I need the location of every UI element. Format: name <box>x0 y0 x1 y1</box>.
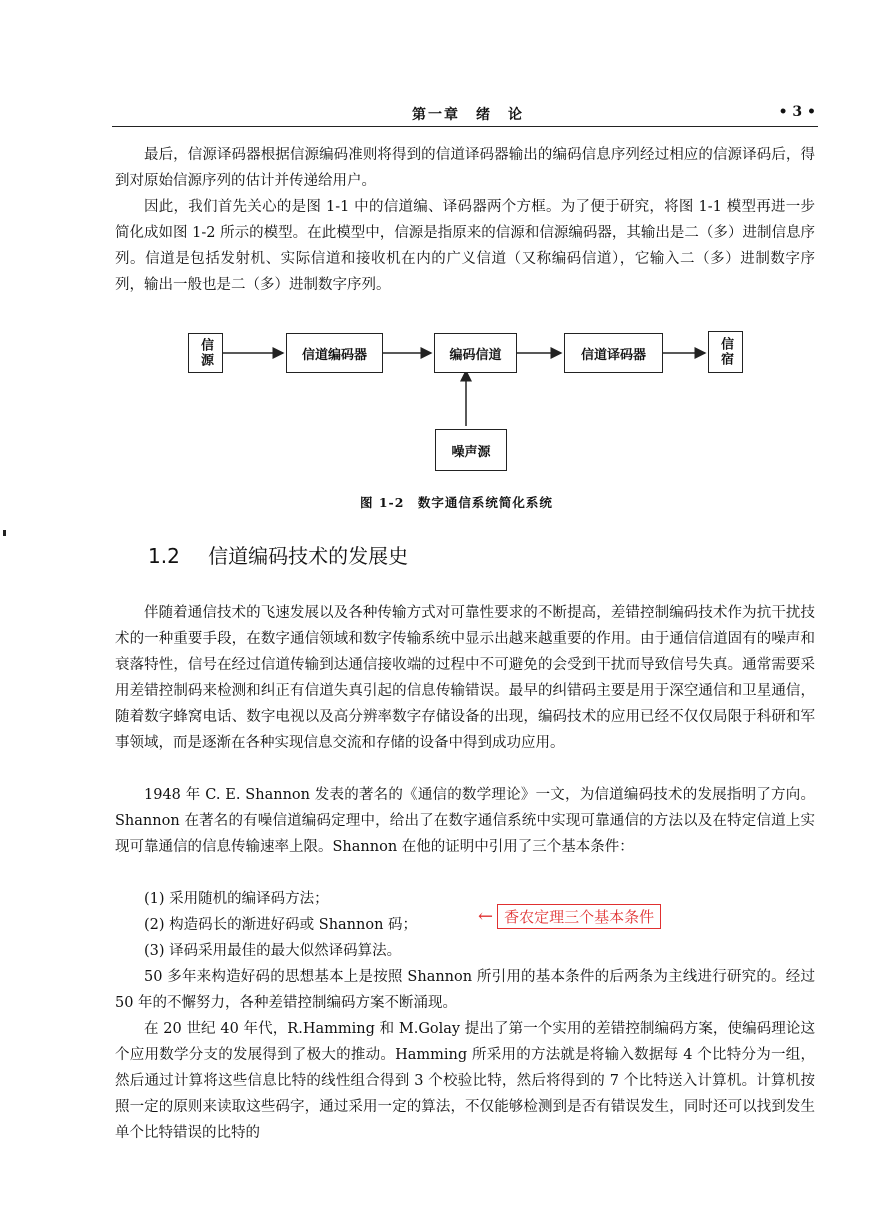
chapter-title: 第一章 绪 论 <box>412 107 524 123</box>
handwritten-annotation <box>478 904 661 929</box>
decoder-box: 信道译码器 <box>564 333 663 373</box>
source-box: 信源 <box>188 333 223 373</box>
list-item-2: (2) 构造码长的渐进好码或 Shannon 码； <box>144 917 418 933</box>
paragraph-1: 最后，信源译码器根据信源编码准则将得到的信道译码器输出的编码信息序列经过相应的信源译码后，得到对原始信源序列的估计并传递给用户。 <box>115 147 815 189</box>
section-heading <box>148 540 408 569</box>
section-title: 信道编码技术的发展史 <box>208 544 409 568</box>
running-header <box>112 104 818 127</box>
sink-box: 信宿 <box>708 331 743 373</box>
paragraph-5: 50 多年来构造好码的思想基本上是按照 Shannon 所引用的基本条件的后两条为主线进行研究的。经过 50 年的不懈努力，各种差错控制编码方案不断涌现。 <box>115 969 815 1011</box>
paragraph-3: 伴随着通信技术的飞速发展以及各种传输方式对可靠性要求的不断提高，差错控制编码技术作为抗干扰技术的一种重要手段，在数字通信领域和数字传输系统中显示出越来越重要的作用。由于通信信道固有的噪声和衰落特性，信号在经过信道传输到达通信接收端的过程中不可避免的会受到干扰而导致信号失真。通常需要采用差错控制码来检测和纠正有信道失真引起的信息传输错误。最早的纠错码主要是用于深空通信和卫星通信，随着数字蜂窝电话、数字电视以及高分辨率数字存储设备的出现，编码技术的应用已经不仅仅局限于科研和军事领域，而是逐渐在各种实现信息交流和存储的设备中得到成功应用。 <box>115 605 815 751</box>
page-number: • 3 • <box>778 104 816 120</box>
channel-box: 编码信道 <box>434 333 517 373</box>
encoder-box: 信道编码器 <box>286 333 383 373</box>
figure-caption: 图 1-2 数字通信系统简化系统 <box>360 495 553 510</box>
paragraph-2: 因此，我们首先关心的是图 1-1 中的信道编、译码器两个方框。为了便于研究，将图 1-1 模型再进一步简化成如图 1-2 所示的模型。在此模型中，信源是指原来的信源和信源编码器，其输出是二（多）进制信息序列。信道是包括发射机、实际信道和接收机在内的广义信道（又称编码信道），它输入二（多）进制数字序列，输出一般也是二（多）进制数字序列。 <box>115 199 815 293</box>
noise-box: 噪声源 <box>435 429 507 471</box>
list-item-1: (1) 采用随机的编译码方法； <box>144 891 329 907</box>
list-item-3: (3) 译码采用最佳的最大似然译码算法。 <box>144 943 402 959</box>
paragraph-6: 在 20 世纪 40 年代，R.Hamming 和 M.Golay 提出了第一个实用的差错控制编码方案，使编码理论这个应用数学分支的发展得到了极大的推动。Hamming 所采用的方法就是将输入数据每 4 个比特分为一组，然后通过计算将这些信息比特的线性组合得到 3 个校验比特，然后将得到的 7 个比特送入计算机。计算机按照一定的原则来读取这些码字，通过采用一定的算法，不仅能够检测到是否有错误发生，同时还可以找到发生单个比特错误的比特的 <box>115 1021 815 1141</box>
block-diagram <box>185 326 765 486</box>
annotation-label: 香农定理三个基本条件 <box>497 904 661 929</box>
margin-mark <box>3 530 6 536</box>
paragraph-4: 1948 年 C. E. Shannon 发表的著名的《通信的数学理论》一文，为信道编码技术的发展指明了方向。Shannon 在著名的有噪信道编码定理中，给出了在数字通信系统中实现可靠通信的方法以及在特定信道上实现可靠通信的信息传输速率上限。Shannon 在他的证明中引用了三个基本条件： <box>115 787 815 855</box>
section-number: 1.2 <box>148 544 180 568</box>
annotation-arrow-icon: ← <box>478 905 494 927</box>
